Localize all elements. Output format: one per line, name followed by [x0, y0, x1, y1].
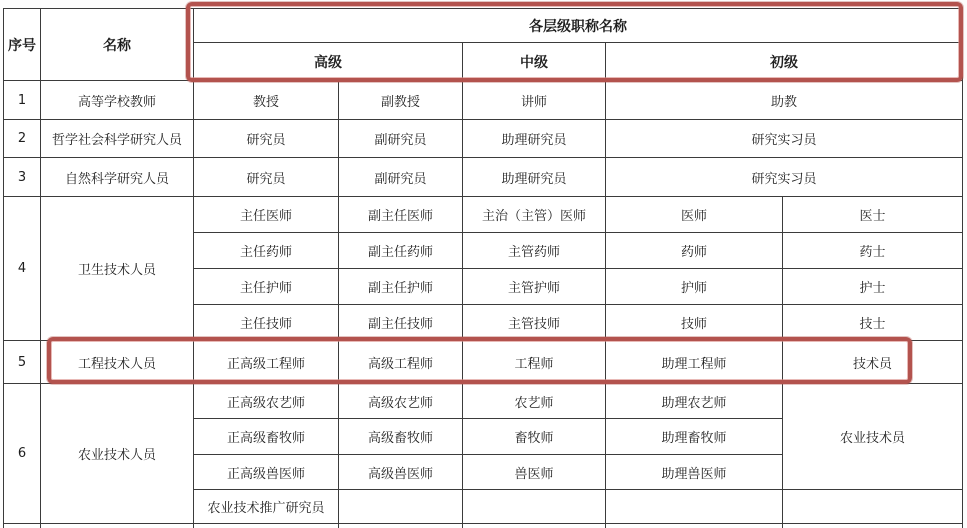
table-cell: 主任药师 [194, 233, 339, 269]
table-cell: 研究实习员 [606, 158, 963, 197]
table-cell: 农业技术人员 [41, 384, 194, 524]
table-cell-empty [194, 524, 339, 528]
table-cell-empty [339, 524, 463, 528]
table-cell: 研究员 [194, 158, 339, 197]
table-cell: 助教 [606, 81, 963, 120]
table-cell: 正高级畜牧师 [194, 419, 339, 455]
table-row-clipped [4, 524, 963, 528]
table-cell: 工程师 [463, 341, 606, 384]
table-cell: 主管技师 [463, 305, 606, 341]
table-row [4, 81, 963, 120]
table-cell: 5 [4, 341, 41, 384]
header-col-index: 序号 [4, 9, 41, 81]
header-levels-title: 各层级职称名称 [194, 9, 963, 43]
table-cell-empty [41, 524, 194, 528]
table-cell-empty [606, 490, 783, 524]
table-cell: 副主任医师 [339, 197, 463, 233]
table-cell: 副研究员 [339, 120, 463, 158]
table-cell: 农业技术推广研究员 [194, 490, 339, 524]
table-cell: 农业技术员 [783, 384, 963, 490]
table-row [4, 384, 963, 419]
table-cell: 主治（主管）医师 [463, 197, 606, 233]
table-cell: 讲师 [463, 81, 606, 120]
table-cell: 正高级工程师 [194, 341, 339, 384]
table-cell: 2 [4, 120, 41, 158]
table-cell-empty [339, 490, 463, 524]
table-cell: 4 [4, 197, 41, 341]
table-cell: 副教授 [339, 81, 463, 120]
table-cell: 自然科学研究人员 [41, 158, 194, 197]
table-cell-empty [783, 524, 963, 528]
table-cell: 高级畜牧师 [339, 419, 463, 455]
table-cell-empty [463, 490, 606, 524]
table-header-row-1 [4, 9, 963, 43]
table-cell: 主任技师 [194, 305, 339, 341]
table-cell-empty [606, 524, 783, 528]
table-cell-empty [463, 524, 606, 528]
table-cell: 3 [4, 158, 41, 197]
table-cell: 1 [4, 81, 41, 120]
table-cell: 主管药师 [463, 233, 606, 269]
header-level-junior: 初级 [606, 43, 963, 81]
table-cell-empty [783, 490, 963, 524]
table-cell: 副主任药师 [339, 233, 463, 269]
table-row [4, 158, 963, 197]
table-cell: 药士 [783, 233, 963, 269]
table-cell: 护师 [606, 269, 783, 305]
table-cell: 副主任技师 [339, 305, 463, 341]
table-cell: 助理农艺师 [606, 384, 783, 419]
table-cell: 助理畜牧师 [606, 419, 783, 455]
table-cell: 副主任护师 [339, 269, 463, 305]
header-level-senior: 高级 [194, 43, 463, 81]
table-cell: 正高级农艺师 [194, 384, 339, 419]
table-row [4, 120, 963, 158]
header-col-name: 名称 [41, 9, 194, 81]
table-row [4, 197, 963, 233]
table-cell: 主任医师 [194, 197, 339, 233]
table-cell: 主任护师 [194, 269, 339, 305]
table-cell: 高级兽医师 [339, 455, 463, 490]
professional-titles-table [3, 8, 963, 528]
table-row-highlighted [4, 341, 963, 384]
table-cell: 主管护师 [463, 269, 606, 305]
table-cell: 6 [4, 384, 41, 524]
table-cell: 畜牧师 [463, 419, 606, 455]
header-level-intermediate: 中级 [463, 43, 606, 81]
table-cell: 高级农艺师 [339, 384, 463, 419]
table-cell: 哲学社会科学研究人员 [41, 120, 194, 158]
table-cell: 技士 [783, 305, 963, 341]
table-cell: 兽医师 [463, 455, 606, 490]
table-cell: 工程技术人员 [41, 341, 194, 384]
table-cell: 药师 [606, 233, 783, 269]
table-cell: 助理工程师 [606, 341, 783, 384]
table-cell: 副研究员 [339, 158, 463, 197]
table-cell: 技术员 [783, 341, 963, 384]
table-cell: 教授 [194, 81, 339, 120]
table-cell: 护士 [783, 269, 963, 305]
table-cell: 高等学校教师 [41, 81, 194, 120]
table-cell: 技师 [606, 305, 783, 341]
table-cell-empty [4, 524, 41, 528]
table-cell: 助理研究员 [463, 158, 606, 197]
table-cell: 研究实习员 [606, 120, 963, 158]
table-cell: 助理研究员 [463, 120, 606, 158]
table-cell: 正高级兽医师 [194, 455, 339, 490]
table-cell: 助理兽医师 [606, 455, 783, 490]
table-cell: 高级工程师 [339, 341, 463, 384]
table-cell: 农艺师 [463, 384, 606, 419]
table-cell: 卫生技术人员 [41, 197, 194, 341]
table-cell: 研究员 [194, 120, 339, 158]
table-cell: 医师 [606, 197, 783, 233]
table-cell: 医士 [783, 197, 963, 233]
